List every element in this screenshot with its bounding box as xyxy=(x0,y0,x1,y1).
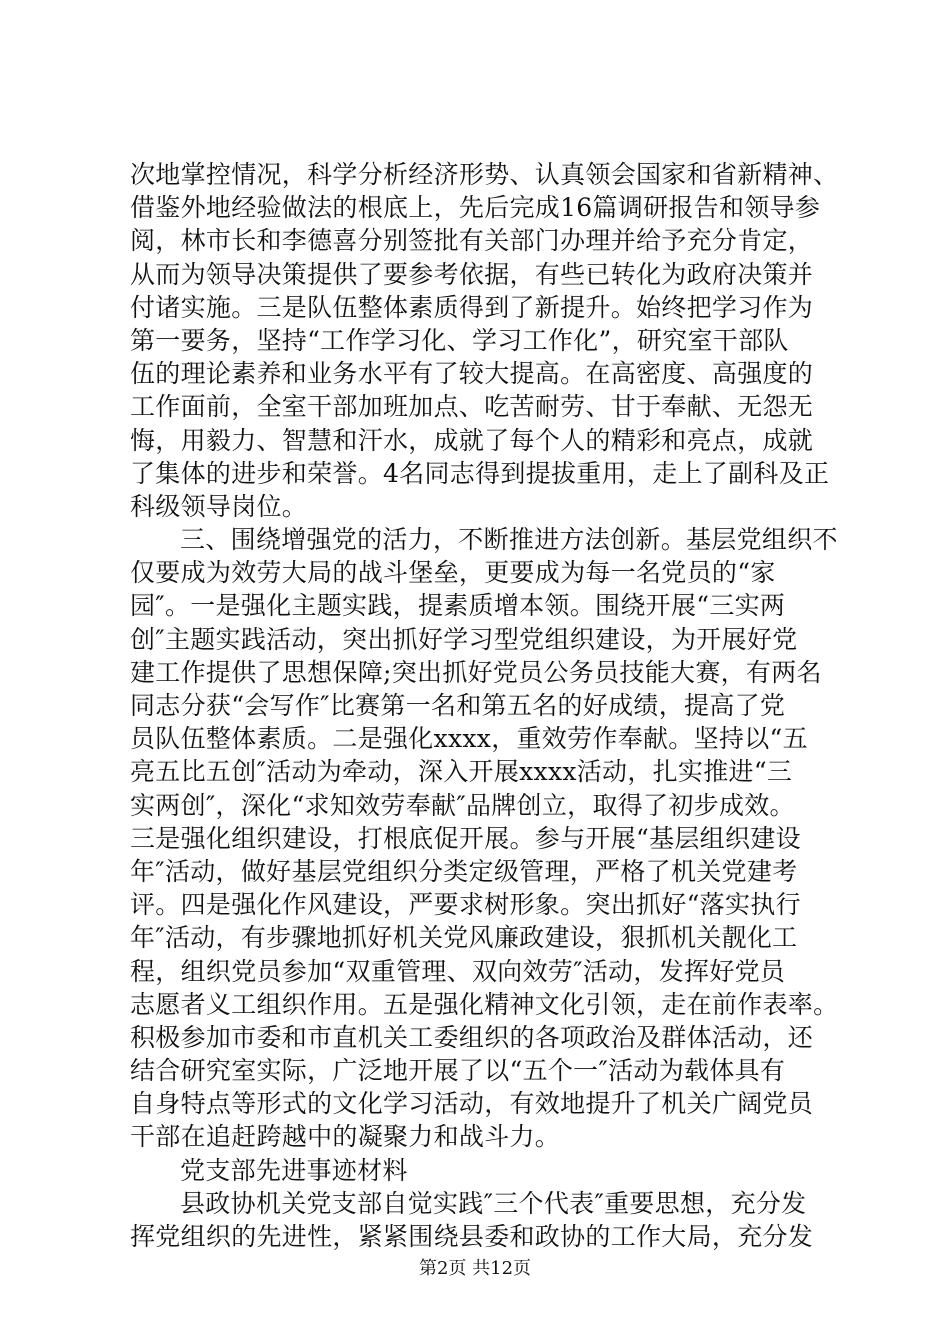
text-line: 程，组织党员参加“双重管理、双向效劳″活动，发挥好党员 xyxy=(130,956,786,986)
text-line: 次地掌控情况，科学分析经济形势、认真领会国家和省新精神、 xyxy=(130,160,839,189)
text-line: 付诸实施。三是队伍整体素质得到了新提升。始终把学习作为 xyxy=(130,292,814,322)
text-line: 积极参加市委和市直机关工委组织的各项政治及群体活动，还 xyxy=(130,1022,814,1052)
text-line: 年″活动，有步骤地抓好机关党风廉政建设，狠抓机关靓化工 xyxy=(130,923,798,953)
text-line: 科级领导岗位。 xyxy=(130,491,308,521)
text-line: 结合研究室实际，广泛地开展了以“五个一″活动为载体具有 xyxy=(130,1056,786,1086)
text-line: 员队伍整体素质。二是强化xxxx，重效劳作奉献。坚持以“五 xyxy=(130,724,808,754)
text-line: 了集体的进步和荣誉。4名同志得到提拔重用，走上了副科及正 xyxy=(130,458,830,488)
text-line: 悔，用毅力、智慧和汗水，成就了每个人的精彩和亮点，成就 xyxy=(130,425,814,455)
text-line: 阅，林市长和李德喜分别签批有关部门办理并给予充分肯定， xyxy=(130,226,814,256)
text-line: 借鉴外地经验做法的根底上，先后完成16篇调研报告和领导参 xyxy=(130,193,821,223)
text-line-indented: 县政协机关党支部自觉实践″三个代表″重要思想，充分发 xyxy=(180,1188,807,1218)
text-line: 仅要成为效劳大局的战斗堡垒，更要成为每一名党员的“家 xyxy=(130,558,776,588)
text-line: 评。四是强化作风建设，严要求树形象。突出抓好“落实执行 xyxy=(130,890,801,920)
text-line: 建工作提供了思想保障;突出抓好党员公务员技能大赛，有两名 xyxy=(130,657,822,687)
text-line: 园″。一是强化主题实践，提素质增本领。围绕开展“三实两 xyxy=(130,591,786,621)
text-line: 创″主题实践活动，突出抓好学习型党组织建设，为开展好党 xyxy=(130,624,798,654)
text-line: 志愿者义工组织作用。五是强化精神文化引领，走在前作表率。 xyxy=(130,989,839,1019)
page-number-footer: 第2页 共12页 xyxy=(418,1258,532,1279)
text-line: 年″活动，做好基层党组织分类定级管理，严格了机关党建考 xyxy=(130,856,798,886)
section-heading: 党支部先进事迹材料 xyxy=(180,1155,408,1185)
text-line: 三是强化组织建设，打根底促开展。参与开展“基层组织建设 xyxy=(130,823,801,853)
text-line-indented: 三、围绕增强党的活力，不断推进方法创新。基层党组织不 xyxy=(180,525,838,555)
text-line: 自身特点等形式的文化学习活动，有效地提升了机关广阔党员 xyxy=(130,1089,814,1119)
text-line: 挥党组织的先进性，紧紧围绕县委和政协的工作大局，充分发 xyxy=(130,1222,814,1251)
text-line: 亮五比五创″活动为牵动，深入开展xxxx活动，扎实推进“三 xyxy=(130,757,793,787)
text-line: 第一要务，坚持“工作学习化、学习工作化”，研究室干部队 xyxy=(130,325,789,355)
text-line: 伍的理论素养和业务水平有了较大提高。在高密度、高强度的 xyxy=(130,359,814,389)
text-line: 从而为领导决策提供了要参考依据，有些已转化为政府决策并 xyxy=(130,259,814,289)
text-line: 工作面前，全室干部加班加点、吃苦耐劳、甘于奉献、无怨无 xyxy=(130,392,814,422)
text-line: 同志分获“会写作″比赛第一名和第五名的好成绩，提高了党 xyxy=(130,691,786,720)
document-body xyxy=(130,158,839,1253)
text-line: 实两创″，深化“求知效劳奉献″品牌创立，取得了初步成效。 xyxy=(130,790,795,820)
text-line: 干部在追赶跨越中的凝聚力和战斗力。 xyxy=(130,1122,561,1152)
